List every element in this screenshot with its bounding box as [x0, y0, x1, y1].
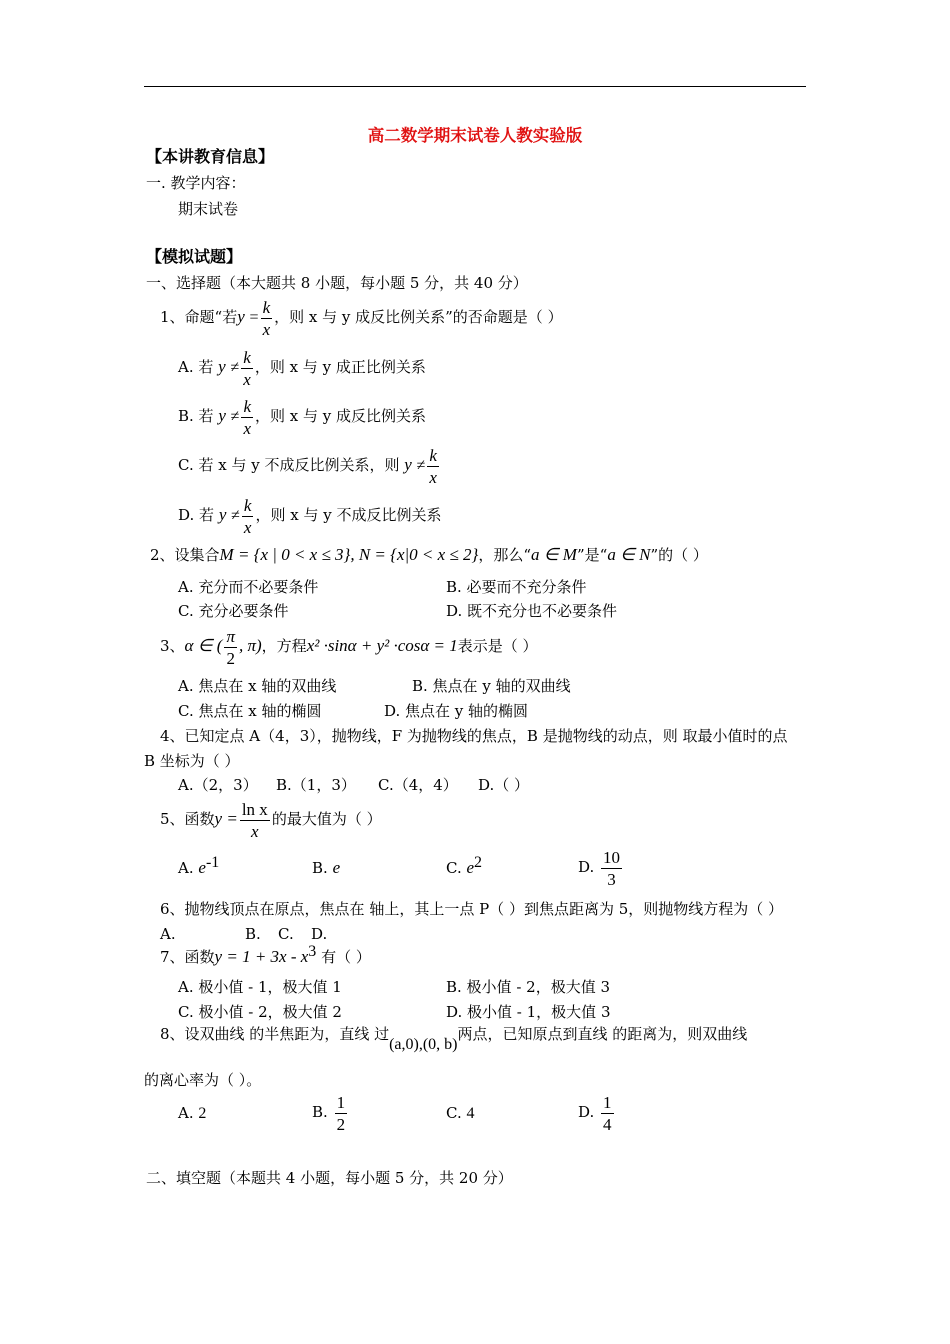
- q6-option-d: D.: [311, 925, 328, 943]
- q5-stem: 5、函数y = $\frac{\text{ln x}}{x}$ 的最大值为（ ）: [160, 799, 382, 841]
- q4-option-a: A.（2，3）: [178, 776, 258, 794]
- header-rule: [144, 86, 806, 87]
- q6-option-b: B.: [245, 925, 261, 943]
- part1-heading: 一、选择题（本大题共 8 小题，每小题 5 分，共 40 分）: [146, 274, 528, 292]
- content-value: 期末试卷: [178, 200, 239, 218]
- q2-option-a: A. 充分而不必要条件: [178, 578, 319, 596]
- page-title: 高二数学期末试卷人教实验版: [367, 126, 583, 145]
- q8-option-b: B. $\frac{1}{2}$: [312, 1092, 346, 1134]
- q2-option-c: C. 充分必要条件: [178, 602, 289, 620]
- section-info-heading: 【本讲教育信息】: [146, 147, 275, 166]
- q6-option-a: A.: [160, 925, 176, 943]
- q7-stem: 7、函数$y = 1 + 3x - x^3$ 有（ ）: [160, 943, 371, 966]
- q4-stem-line1: 4、已知定点 A（4，3），抛物线，F 为抛物线的焦点，B 是抛物线的动点，则 取最小值时的点: [160, 727, 788, 745]
- q2-option-b: B. 必要而不充分条件: [446, 578, 587, 596]
- q3-option-b: B. 焦点在 y 轴的双曲线: [412, 677, 571, 695]
- q4-option-c: C.（4，4）: [378, 776, 458, 794]
- q7-option-d: D. 极小值 - 1，极大值 3: [446, 1003, 611, 1021]
- q2-stem: 2、设集合M = {x | 0 < x ≤ 3}, N = {x|0 < x ≤ 2}，那么“a ∈ M”是“a ∈ N”的（ ）: [150, 545, 708, 564]
- q1-stem: 1、命题“若y = $\frac{k}{x}$ ，则 x 与 y 成反比例关系”的否命题是（ ）: [160, 297, 563, 339]
- q4-option-b: B.（1，3）: [276, 776, 356, 794]
- q8-option-a: A. 2: [178, 1104, 207, 1122]
- q3-option-c: C. 焦点在 x 轴的椭圆: [178, 702, 322, 720]
- q7-option-a: A. 极小值 - 1，极大值 1: [178, 978, 342, 996]
- q1-option-b: B. 若 y ≠ $\frac{k}{x}$ ，则 x 与 y 成反比例关系: [178, 396, 427, 438]
- content-label: 一. 教学内容：: [146, 174, 246, 192]
- q4-option-d: D.（ ）: [478, 776, 530, 794]
- q5-option-b: B. e: [312, 858, 341, 877]
- q8-stem-line1: 8、设双曲线 的半焦距为，直线 过(a,0),(0, b)两点，已知原点到直线 的距离为，则双曲线: [160, 1025, 748, 1053]
- fraction-pi-over-2: $\frac{\pi}{2}$: [226, 626, 235, 668]
- q8-stem-line2: 的离心率为（ ）。: [144, 1071, 262, 1089]
- q3-option-a: A. 焦点在 x 轴的双曲线: [178, 677, 337, 695]
- q7-option-b: B. 极小值 - 2，极大值 3: [446, 978, 611, 996]
- fraction-k-over-x: $\frac{k}{x}$: [262, 297, 271, 339]
- q1-option-a: A. 若 y ≠ $\frac{k}{x}$ ，则 x 与 y 成正比例关系: [178, 347, 426, 389]
- q3-option-d: D. 焦点在 y 轴的椭圆: [384, 702, 529, 720]
- q7-option-c: C. 极小值 - 2，极大值 2: [178, 1003, 342, 1021]
- q1-option-d: D. 若 y ≠ $\frac{k}{x}$ ，则 x 与 y 不成反比例关系: [178, 495, 442, 537]
- q1-option-c: C. 若 x 与 y 不成反比例关系，则 y ≠ $\frac{k}{x}$: [178, 445, 437, 487]
- q8-option-c: C. 4: [446, 1104, 475, 1122]
- q6-stem: 6、抛物线顶点在原点，焦点在 轴上，其上一点 P（ ）到焦点距离为 5，则抛物线方程为（ ）: [160, 900, 784, 918]
- q2-option-d: D. 既不充分也不必要条件: [446, 602, 618, 620]
- fraction-lnx-over-x: $\frac{\text{ln x}}{x}$: [241, 799, 268, 841]
- q5-option-d: D. $\frac{10}{3}$: [578, 847, 621, 889]
- q6-option-c: C.: [278, 925, 294, 943]
- section-mock-heading: 【模拟试题】: [146, 247, 243, 266]
- q3-stem: 3、α ∈ ( $\frac{\pi}{2}$ , π)，方程x² ·sinα + y² ·cosα = 1表示是（ ）: [160, 626, 538, 668]
- q5-option-c: C. $e^2$: [446, 854, 483, 877]
- part2-heading: 二、填空题（本题共 4 小题，每小题 5 分，共 20 分）: [146, 1169, 513, 1187]
- q8-option-d: D. $\frac{1}{4}$: [578, 1092, 612, 1134]
- q4-stem-line2: B 坐标为（ ）: [144, 752, 240, 770]
- q5-option-a: A. $e^{-1}$: [178, 854, 220, 877]
